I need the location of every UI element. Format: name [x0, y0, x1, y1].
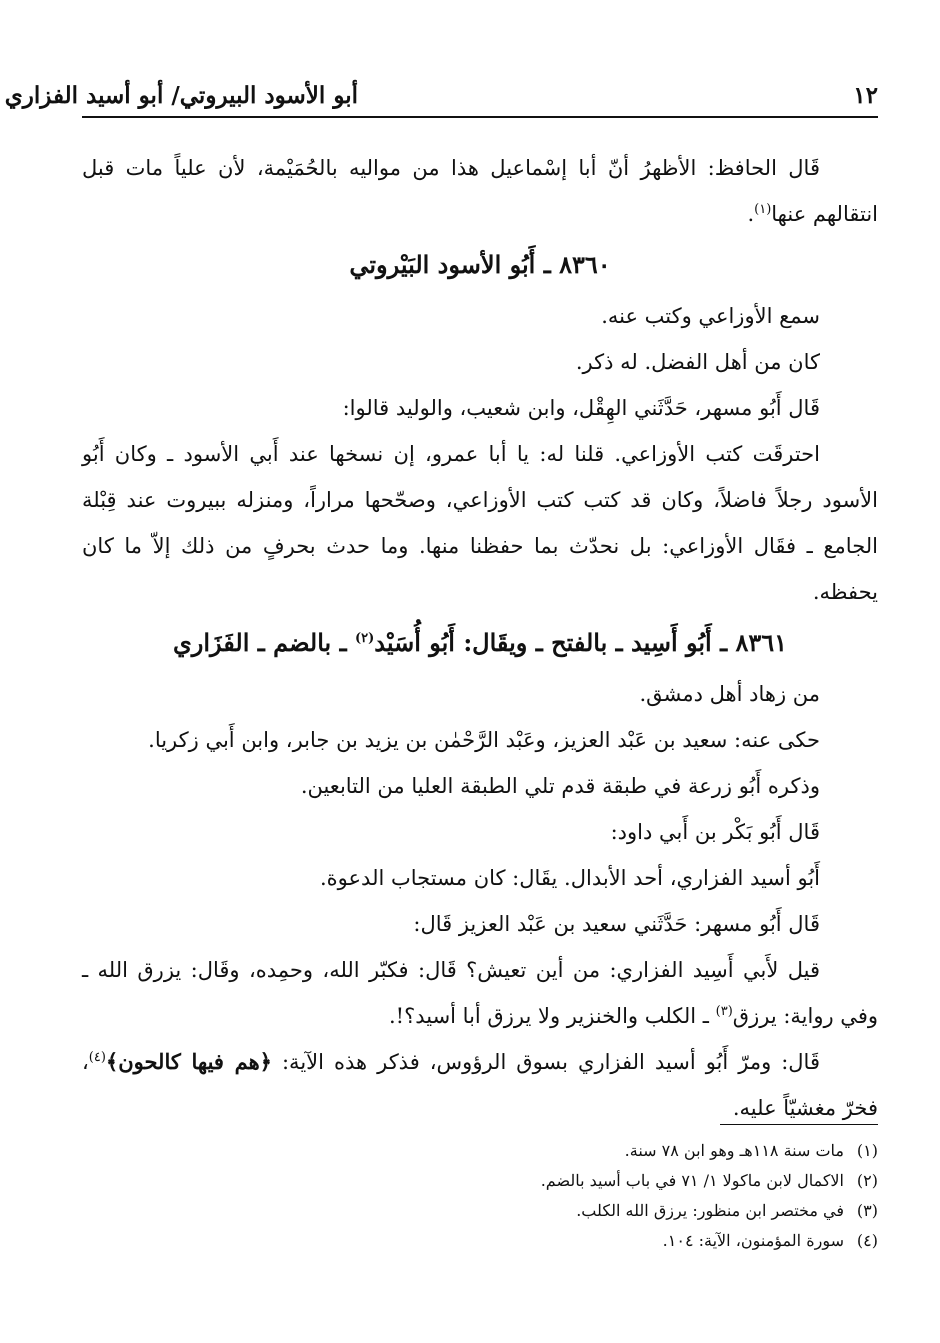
running-header [4, 78, 878, 118]
footnote-ref-4: (٤) [88, 1050, 106, 1065]
footnote-1: (١)مات سنة ١١٨هـ وهو ابن ٧٨ سنة. [624, 1141, 878, 1160]
paragraph: حكى عنه: سعيد بن عَبْد العزيز، وعَبْد الرَّحْمٰن بن يزيد بن جابر، وابن أَبي زكريا. [148, 728, 820, 752]
paragraph: قَال أَبُو مسهر، حَدَّثَني الهِقْل، وابن شعيب، والوليد قالوا: [342, 396, 820, 420]
main-text [82, 145, 878, 1131]
paragraph: قَال أَبُو مسهر: حَدَّثَني سعيد بن عَبْد العزيز قَال: [413, 912, 820, 936]
footnote-divider [720, 1124, 878, 1125]
entry-heading-8361: ٨٣٦١ ـ أَبُو أَسِيد ـ بالفتح ـ ويقَال: أَبُو أُسَيْد$^{(٢)}$ ـ بالضم ـ الفَزَاري [172, 628, 788, 657]
footnote-ref-1: (١) [754, 202, 772, 217]
paragraph-quran: قَال: ومرّ أَبُو أسيد الفزاري بسوق الرؤوس، فذكر هذه الآية: ﴿هم فيها كالحون﴾$^{(٤)}$، فخرّ مغشيّاً عليه. [82, 1049, 878, 1120]
quran-verse: ﴿هم فيها كالحون﴾ [105, 1049, 272, 1074]
paragraph: وذكره أَبُو زرعة في طبقة قدم تلي الطبقة العليا من التابعين. [300, 774, 820, 798]
footnote-ref-2: (٢) [354, 631, 375, 646]
page-number: ١٢ [853, 82, 878, 109]
paragraph: من زهاد أهل دمشق. [639, 682, 820, 706]
footnote-ref-3: (٣) [715, 1004, 733, 1019]
paragraph: احترقَت كتب الأوزاعي. قلنا له: يا أبا عمرو، إن نسخها عند أَبي الأسود ـ وكان أَبُو الأسود رجلاً فاضلاً، وكان قد كتب كتب الأوزاعي، وصحّحها مراراً، ومنزله ببيروت عند قِبْلة الجامع ـ فقَال الأوزاعي: بل نحدّث بما حفظنا منها. وما حدث بحرفٍ من ذلك إلاّ ما كان يحفظه. [82, 442, 878, 604]
footnotes [82, 1136, 878, 1256]
paragraph-hafiz: قَال الحافظ: الأظهرُ أنّ أبا إسْماعيل هذا من مواليه بالحُمَيْمة، لأن علياً مات قبل انتقالهم عنها$^{(١)}$. [82, 156, 878, 226]
paragraph: قَال أَبُو بَكْر بن أَبي داود: [610, 820, 820, 844]
footnote-3: (٣)في مختصر ابن منظور: يرزق الله الكلب. [576, 1201, 878, 1220]
footnote-4: (٤)سورة المؤمنون، الآية: ١٠٤. [662, 1231, 878, 1250]
paragraph: كان من أهل الفضل. له ذكر. [575, 350, 820, 374]
paragraph: سمع الأوزاعي وكتب عنه. [601, 304, 820, 328]
entry-heading-8360: ٨٣٦٠ ـ أَبُو الأسود البَيْروتي [349, 250, 611, 279]
footnote-2: (٢)الاكمال لابن ماكولا ١/ ٧١ في باب أسيد بالضم. [540, 1171, 878, 1190]
running-title: أبو الأسود البيروتي/ أبو أسيد الفزاري [4, 82, 358, 109]
paragraph-rizq: قيل لأَبي أَسِيد الفزاري: من أين تعيش؟ قَال: فكبّر الله، وحمِده، وقَال: يزرق الله ـ وفي رواية: يرزق$^{(٣)}$ ـ الكلب والخنزير ولا يرزق أبا أسيد؟!. [82, 958, 878, 1028]
paragraph: أَبُو أسيد الفزاري، أحد الأبدال. يقَال: كان مستجاب الدعوة. [319, 866, 820, 890]
